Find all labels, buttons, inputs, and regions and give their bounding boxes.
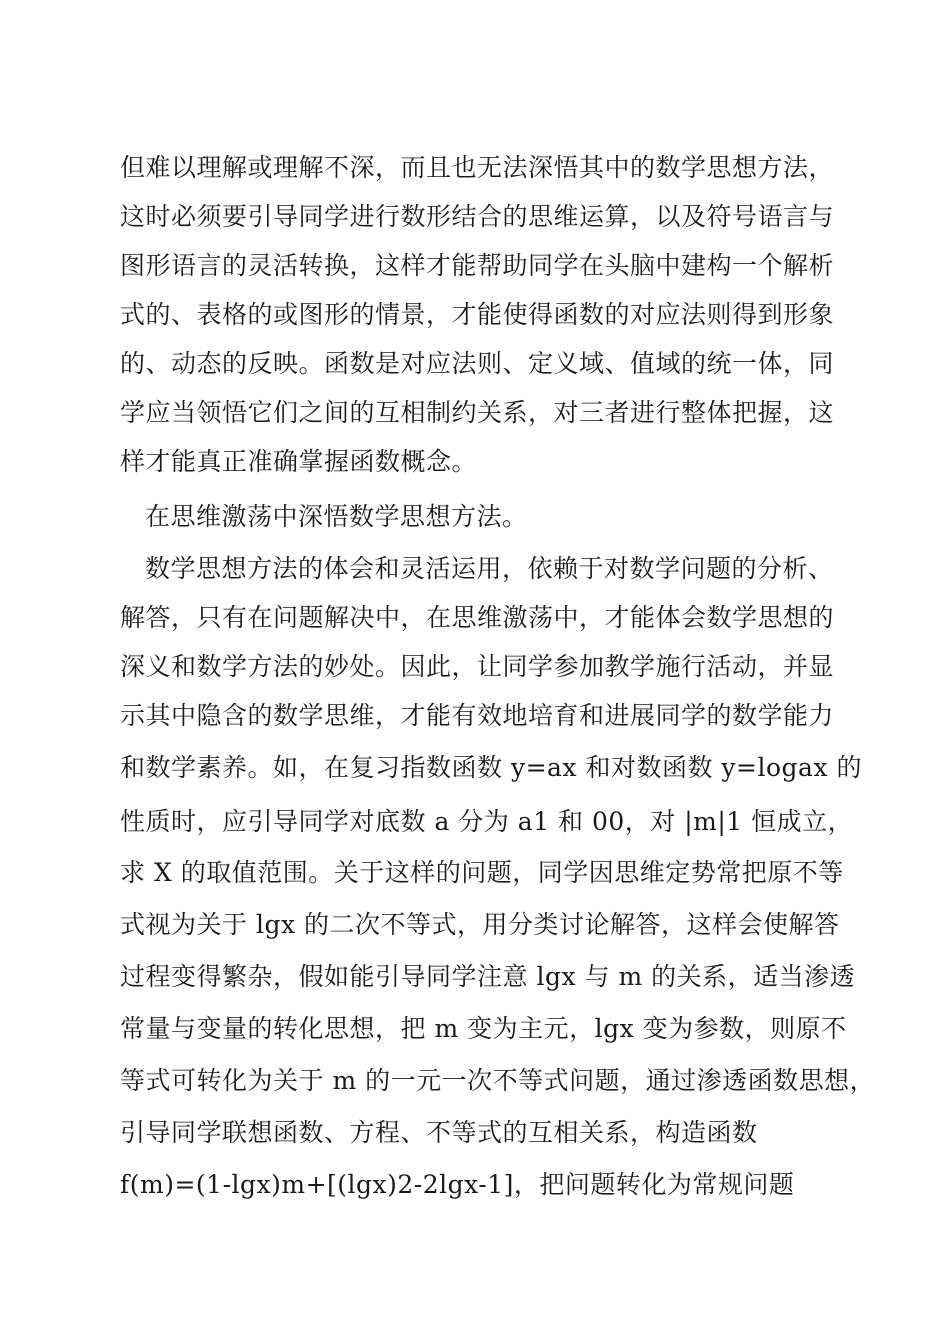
text-line-1: 但难以理解或理解不深，而且也无法深悟其中的数学思想方法， [120,153,835,182]
text-line-17: 过程变得繁杂，假如能引导同学注意 lgx 与 m 的关系，适当渗透 [120,962,856,991]
text-line-18: 常量与变量的转化思想，把 m 变为主元，lgx 变为参数，则原不 [120,1014,847,1043]
section-heading: 在思维激荡中深悟数学思想方法。 [145,502,528,531]
text-line-3: 图形语言的灵活转换，这样才能帮助同学在头脑中建构一个解析 [120,251,835,280]
text-line-4: 式的、表格的或图形的情景，才能使得函数的对应法则得到形象 [120,300,835,329]
text-line-6: 学应当领悟它们之间的互相制约关系，对三者进行整体把握，这 [120,398,835,427]
text-line-16: 式视为关于 lgx 的二次不等式，用分类讨论解答，这样会使解答 [120,910,840,939]
text-line-12: 示其中隐含的数学思维，才能有效地培育和进展同学的数学能力 [120,701,835,730]
text-line-11: 深义和数学方法的妙处。因此，让同学参加教学施行活动，并显 [120,652,835,681]
text-line-14: 性质时，应引导同学对底数 a 分为 a1 和 00，对 |m|1 恒成立， [120,807,854,836]
text-line-10: 解答，只有在问题解决中，在思维激荡中，才能体会数学思想的 [120,603,835,632]
text-line-7: 样才能真正准确掌握函数概念。 [120,447,478,476]
text-line-2: 这时必须要引导同学进行数形结合的思维运算，以及符号语言与 [120,202,835,231]
text-line-20: 引导同学联想函数、方程、不等式的互相关系，构造函数 [120,1118,758,1147]
text-line-21: f(m)=(1-lgx)m+[(lgx)2-2lgx-1]，把问题转化为常规问题 [120,1170,795,1199]
text-line-15: 求 X 的取值范围。关于这样的问题，同学因思维定势常把原不等 [120,858,844,887]
text-line-9: 数学思想方法的体会和灵活运用，依赖于对数学问题的分析、 [145,554,834,583]
text-line-5: 的、动态的反映。函数是对应法则、定义域、值域的统一体，同 [120,349,835,378]
text-line-19: 等式可转化为关于 m 的一元一次不等式问题，通过渗透函数思想， [120,1066,876,1095]
text-line-13: 和数学素养。如，在复习指数函数 y=ax 和对数函数 y=logax 的 [120,753,862,782]
